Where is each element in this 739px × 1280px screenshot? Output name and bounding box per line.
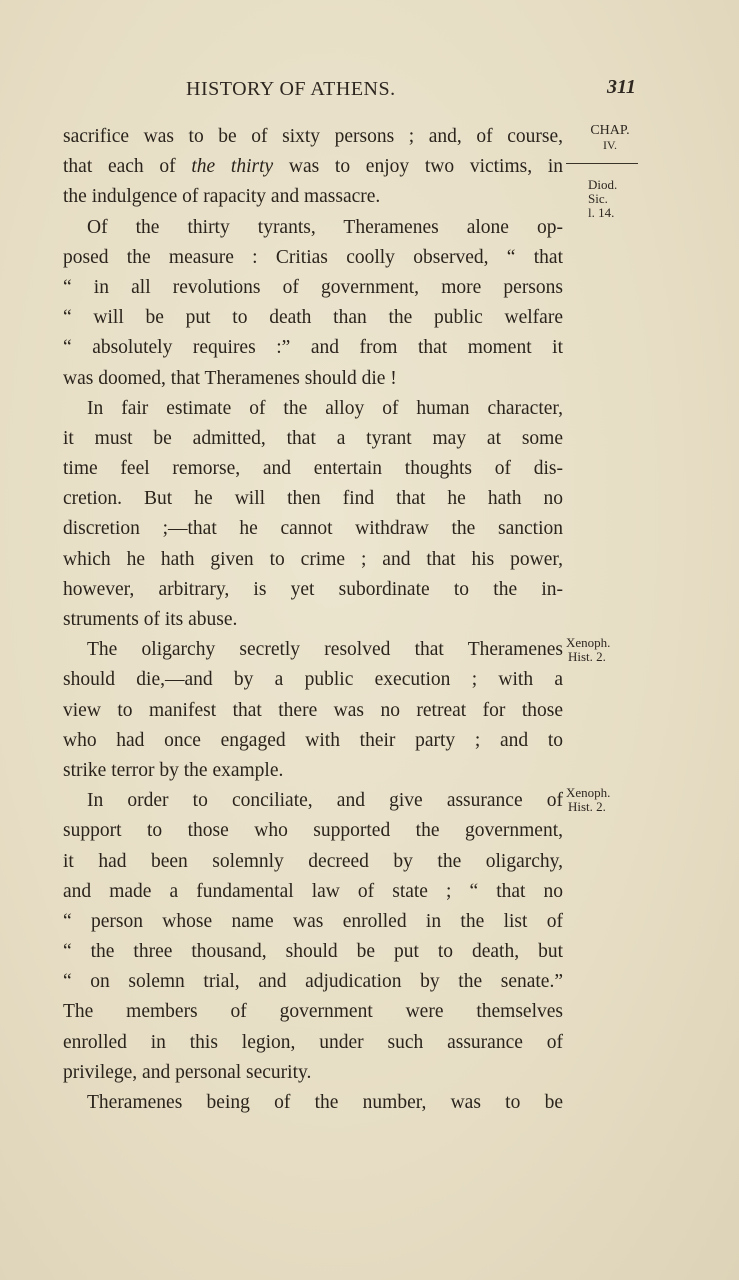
text-line: which he hath given to crime ; and that his power,	[63, 548, 563, 570]
text-line: posed the measure : Critias coolly observed, “ that	[63, 246, 563, 268]
text-line: privilege, and personal security.	[63, 1061, 312, 1083]
text-line: “ person whose name was enrolled in the list of	[63, 910, 563, 932]
text-line-with-italic	[63, 152, 563, 182]
margin-chap-label: CHAP.	[590, 123, 630, 138]
margin-chap-number: IV.	[602, 138, 618, 152]
text-line: enrolled in this legion, under such assurance of	[63, 1031, 563, 1053]
margin-note-xenophon-1	[566, 636, 638, 664]
text-line: time feel remorse, and entertain thoughts of dis-	[63, 458, 563, 480]
text-line: it must be admitted, that a tyrant may at some	[63, 427, 563, 449]
text-line: and made a fundamental law of state ; “ that no	[63, 880, 563, 902]
text-line: the indulgence of rapacity and massacre.	[63, 186, 381, 208]
margin-diod-source: Diod. Sic.	[588, 177, 618, 206]
margin-xen1-source: Xenoph.	[566, 635, 611, 650]
page-number: 311	[607, 76, 636, 98]
text-line: support to those who supported the government,	[63, 820, 563, 842]
text-line: “ absolutely requires :” and from that moment it	[63, 337, 563, 359]
margin-xen1-book: Hist. 2.	[568, 649, 606, 664]
italic-span: the thirty	[191, 156, 274, 178]
margin-note-chapter	[578, 124, 642, 152]
page-header	[0, 78, 739, 108]
text-line: strike terror by the example.	[63, 759, 284, 781]
text-line: “ on solemn trial, and adjudication by the senate.”	[63, 971, 563, 993]
margin-note-xenophon-2	[566, 786, 638, 814]
margin-rule	[566, 163, 638, 164]
text-line: however, arbitrary, is yet subordinate to the in-	[63, 578, 563, 600]
margin-note-diodorus	[588, 178, 634, 220]
text-line: The members of government were themselves	[63, 1001, 563, 1023]
text-line: “ in all revolutions of government, more persons	[63, 276, 563, 298]
paragraph-start-line: In fair estimate of the alloy of human character,	[87, 397, 563, 419]
paragraph-start-line: Theramenes being of the number, was to be	[87, 1092, 563, 1113]
text-line: it had been solemnly decreed by the oligarchy,	[63, 850, 563, 872]
margin-xen2-book: Hist. 2.	[568, 799, 606, 814]
text-line: view to manifest that there was no retreat for those	[63, 699, 563, 721]
body-text	[63, 122, 563, 1118]
text-line: “ will be put to death than the public welfare	[63, 307, 563, 329]
paragraph-start-line: In order to conciliate, and give assurance of	[87, 790, 563, 812]
text-span: was to enjoy two victims, in	[273, 156, 563, 178]
text-span: that each of	[63, 156, 192, 178]
text-line: cretion. But he will then find that he hath no	[63, 488, 563, 510]
running-title: HISTORY OF ATHENS.	[186, 78, 396, 100]
text-line: who had once engaged with their party ; and to	[63, 729, 563, 751]
text-line: “ the three thousand, should be put to death, but	[63, 941, 563, 963]
margin-xen2-source: Xenoph.	[566, 785, 611, 800]
paragraph-start-line: Of the thirty tyrants, Theramenes alone op-	[87, 216, 563, 238]
paragraph-start-line: The oligarchy secretly resolved that Theramenes	[87, 639, 563, 661]
text-line: discretion ;—that he cannot withdraw the sanction	[63, 518, 563, 540]
text-line: should die,—and by a public execution ; with a	[63, 669, 563, 691]
text-line: was doomed, that Theramenes should die !	[63, 367, 397, 389]
margin-diod-book: l. 14.	[588, 205, 615, 220]
text-line: sacrifice was to be of sixty persons ; and, of course,	[63, 126, 563, 147]
text-line: struments of its abuse.	[63, 609, 238, 630]
